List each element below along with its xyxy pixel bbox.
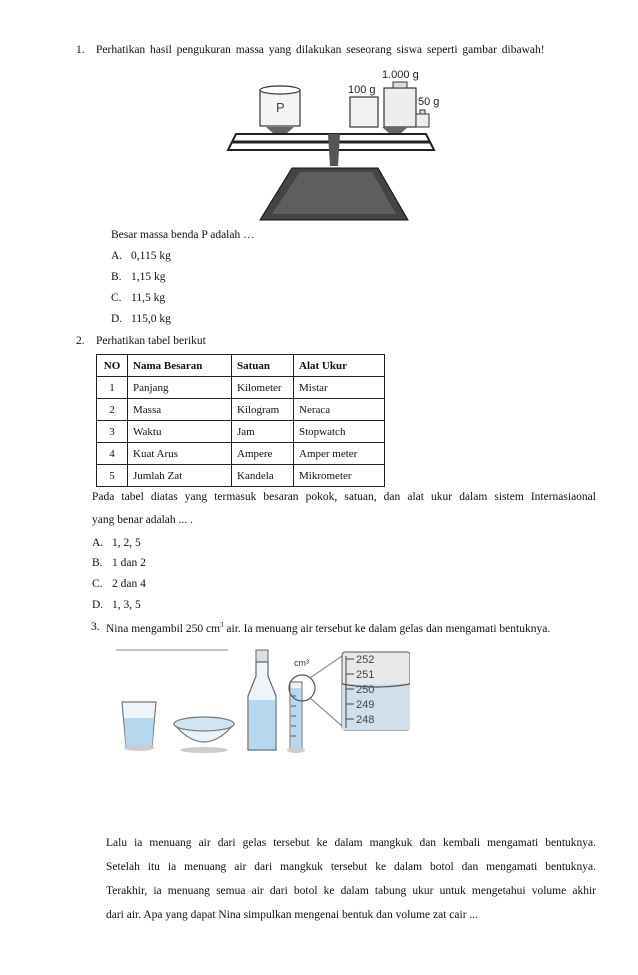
q1-stem: Perhatikan hasil pengukuran massa yang dilakukan seseorang siswa seperti gambar dibawah!: [96, 44, 545, 56]
table-cell: Stopwatch: [294, 421, 385, 443]
table-cell: 5: [97, 465, 128, 487]
table-cell: Massa: [128, 399, 232, 421]
table-row: [97, 421, 385, 443]
table-cell: Panjang: [128, 377, 232, 399]
q2-option-c-letter: C.: [92, 578, 103, 590]
balance-scale-figure: [222, 64, 444, 222]
q2-option-a-text: 1, 2, 5: [112, 537, 141, 549]
scale-tick-label: 251: [356, 669, 375, 681]
q2-option-c-text: 2 dan 4: [112, 578, 146, 590]
measuring-cylinder: [287, 658, 315, 753]
zoomed-scale: [342, 652, 410, 730]
q1-option-a-letter: A.: [111, 250, 123, 262]
q2-option-a-letter: A.: [92, 537, 104, 549]
bowl: [174, 717, 234, 753]
weight-label-1000g: 1.000 g: [382, 69, 419, 81]
scale-tick-label: 250: [356, 684, 375, 696]
table-header: Satuan: [232, 355, 294, 377]
q3-number: 3.: [91, 621, 100, 633]
q1-option-a-text: 0,115 kg: [131, 250, 171, 262]
table-cell: Waktu: [128, 421, 232, 443]
scale-tick-label: 249: [356, 699, 375, 711]
weight-100g: [350, 97, 378, 127]
q3-para-line2: Setelah itu ia menuang air dari mangkuk tersebut ke dalam botol dan mengamati bentuknya.: [106, 861, 596, 873]
scale-tick-label: 252: [356, 654, 375, 666]
q2-option-d-letter: D.: [92, 599, 104, 611]
bottle: [248, 650, 276, 750]
q1-option-c-letter: C.: [111, 292, 122, 304]
q2-number: 2.: [76, 335, 85, 347]
cylinder-unit-label: cm³: [294, 658, 309, 668]
q1-number: 1.: [76, 44, 85, 56]
q1-option-b-text: 1,15 kg: [131, 271, 166, 283]
table-cell: Kandela: [232, 465, 294, 487]
table-row: [97, 377, 385, 399]
table-row: [97, 465, 385, 487]
table-header: NO: [97, 355, 128, 377]
table-cell: Amper meter: [294, 443, 385, 465]
table-cell: Ampere: [232, 443, 294, 465]
q1-question: Besar massa benda P adalah …: [111, 229, 255, 241]
q2-stem: Perhatikan tabel berikut: [96, 335, 206, 347]
table-header: Nama Besaran: [128, 355, 232, 377]
table-cell: 1: [97, 377, 128, 399]
table-cell: Neraca: [294, 399, 385, 421]
table-cell: Mikrometer: [294, 465, 385, 487]
weight-50g: [416, 110, 429, 127]
weight-label-100g: 100 g: [348, 84, 376, 96]
table-header: Alat Ukur: [294, 355, 385, 377]
quantity-table: [96, 354, 385, 487]
table-cell: 2: [97, 399, 128, 421]
table-header-row: [97, 355, 385, 377]
q1-option-c-text: 11,5 kg: [131, 292, 166, 304]
q2-option-b-letter: B.: [92, 557, 103, 569]
q1-option-d-text: 115,0 kg: [131, 313, 171, 325]
q3-para-line4: dari air. Apa yang dapat Nina simpulkan mengenai bentuk dan volume zat cair ...: [106, 909, 479, 921]
table-row: [97, 443, 385, 465]
q1-option-d-letter: D.: [111, 313, 123, 325]
table-cell: Kilogram: [232, 399, 294, 421]
q1-option-b-letter: B.: [111, 271, 122, 283]
q3-stem: Nina mengambil 250 $cm^3$ air. Ia menuang air tersebut ke dalam gelas dan mengamati bentuknya.: [106, 621, 551, 635]
table-cell: Jumlah Zat: [128, 465, 232, 487]
q2-question-line1: Pada tabel diatas yang termasuk besaran pokok, satuan, dan alat ukur dalam sistem Internasiaonal: [92, 491, 596, 503]
object-p-label: P: [276, 100, 285, 115]
table-cell: Kuat Arus: [128, 443, 232, 465]
scale-tick-label: 248: [356, 714, 375, 726]
weight-label-50g: 50 g: [418, 96, 440, 108]
q2-option-b-text: 1 dan 2: [112, 557, 146, 569]
table-cell: Mistar: [294, 377, 385, 399]
table-cell: Kilometer: [232, 377, 294, 399]
table-cell: Jam: [232, 421, 294, 443]
q2-question-line2: yang benar adalah ... .: [92, 514, 193, 526]
q3-para-line1: Lalu ia menuang air dari gelas tersebut ke dalam mangkuk dan kembali mengamati bentuknya.: [106, 837, 596, 849]
weight-1000g: [384, 82, 416, 127]
object-p: [260, 86, 300, 126]
table-cell: 3: [97, 421, 128, 443]
water-containers-figure: [110, 646, 410, 760]
q3-para-line3: Terakhir, ia menuang semua air dari botol ke dalam tabung ukur untuk mengetahui volume akhir: [106, 885, 596, 897]
table-cell: 4: [97, 443, 128, 465]
table-row: [97, 399, 385, 421]
glass: [122, 702, 156, 751]
q2-option-d-text: 1, 3, 5: [112, 599, 141, 611]
